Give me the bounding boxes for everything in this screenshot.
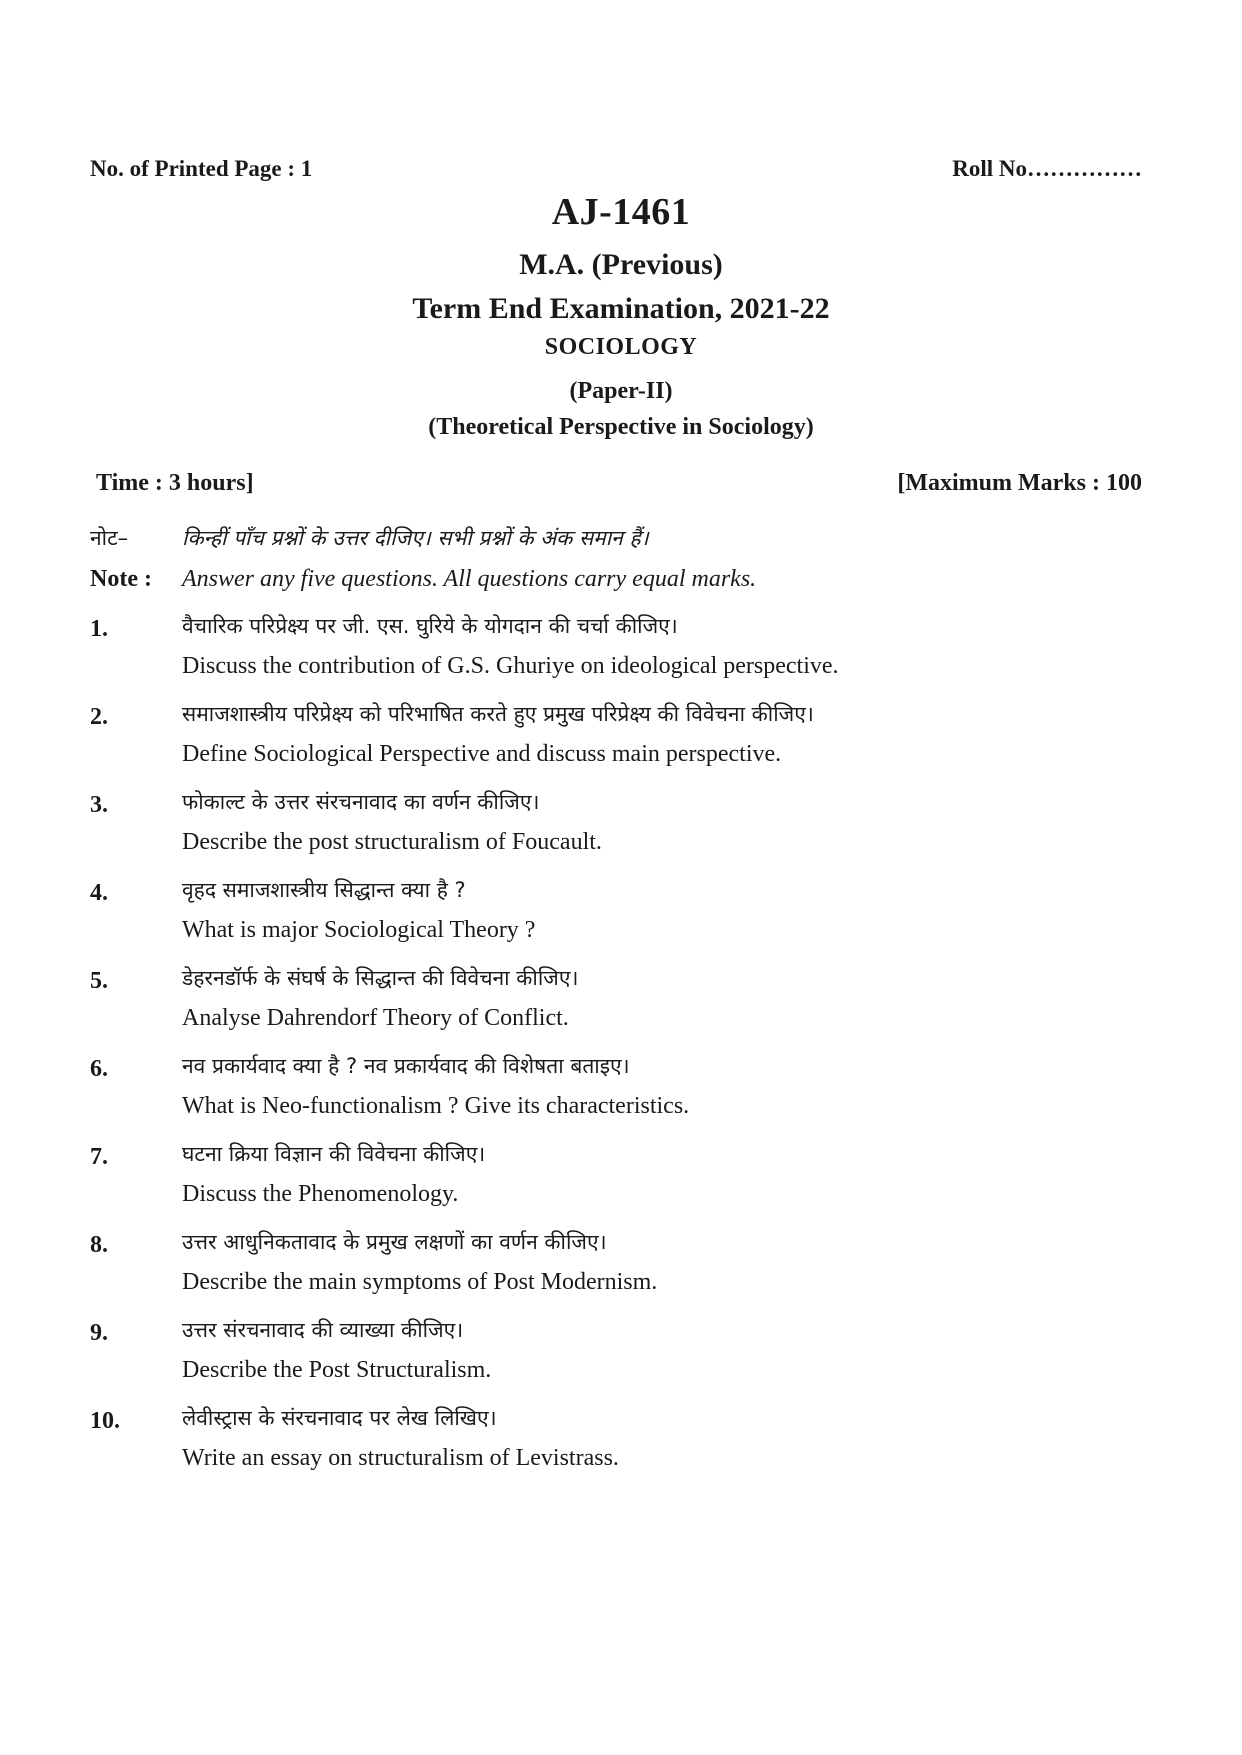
question-item	[90, 872, 1150, 960]
question-text-english: Discuss the Phenomenology.	[182, 1181, 459, 1207]
question-text-hindi: लेवीस्ट्रास के संरचनावाद पर लेख लिखिए।	[182, 1406, 497, 1430]
question-text-hindi: वृहद समाजशास्त्रीय सिद्धान्त क्या है ?	[182, 878, 466, 902]
question-text-hindi: डेहरनडॉर्फ के संघर्ष के सिद्धान्त की विवेचना कीजिए।	[182, 966, 579, 990]
question-number: 10.	[90, 1408, 120, 1434]
time-marks-row	[96, 470, 1142, 502]
question-number: 3.	[90, 792, 108, 818]
paper-code: AJ-1461	[551, 191, 691, 233]
question-text-english: Analyse Dahrendorf Theory of Conflict.	[182, 1005, 569, 1031]
question-text-english: Discuss the contribution of G.S. Ghuriye on ideological perspective.	[182, 653, 839, 679]
question-item	[90, 784, 1150, 872]
question-text-hindi: उत्तर आधुनिकतावाद के प्रमुख लक्षणों का वर्णन कीजिए।	[182, 1230, 607, 1254]
roll-number-field: Roll No……………	[952, 156, 1142, 181]
question-text-hindi: उत्तर संरचनावाद की व्याख्या कीजिए।	[182, 1318, 464, 1342]
question-item	[90, 1224, 1150, 1312]
question-text-english: What is Neo-functionalism ? Give its characteristics.	[182, 1093, 690, 1119]
question-text-english: Write an essay on structuralism of Levistrass.	[182, 1445, 619, 1471]
course-name: M.A. (Previous)	[519, 248, 723, 281]
question-text-hindi: नव प्रकार्यवाद क्या है ? नव प्रकार्यवाद की विशेषता बताइए।	[182, 1054, 630, 1078]
question-text-hindi: फोकाल्ट के उत्तर संरचनावाद का वर्णन कीजिए।	[182, 790, 540, 814]
paper-number: (Paper-II)	[569, 378, 673, 404]
question-text-english: Describe the Post Structuralism.	[182, 1357, 492, 1383]
question-number: 9.	[90, 1320, 108, 1346]
question-number: 2.	[90, 704, 108, 730]
question-number: 4.	[90, 880, 108, 906]
paper-name: (Theoretical Perspective in Sociology)	[428, 414, 814, 440]
question-number: 8.	[90, 1232, 108, 1258]
question-item	[90, 1312, 1150, 1400]
note-hindi-text: किन्हीं पाँच प्रश्नों के उत्तर दीजिए। सभी प्रश्नों के अंक समान हैं।	[182, 526, 649, 550]
question-text-english: Describe the post structuralism of Foucault.	[182, 829, 602, 855]
question-text-english: What is major Sociological Theory ?	[182, 917, 536, 943]
note-hindi-label: नोट–	[90, 526, 129, 550]
question-number: 6.	[90, 1056, 108, 1082]
subject-name: SOCIOLOGY	[544, 334, 698, 360]
question-item	[90, 960, 1150, 1048]
question-text-english: Define Sociological Perspective and discuss main perspective.	[182, 741, 782, 767]
maximum-marks: [Maximum Marks : 100	[897, 470, 1142, 496]
time-allowed: Time : 3 hours]	[96, 470, 254, 496]
question-number: 5.	[90, 968, 108, 994]
question-text-hindi: समाजशास्त्रीय परिप्रेक्ष्य को परिभाषित करते हुए प्रमुख परिप्रेक्ष्य की विवेचना कीजिए।	[182, 702, 814, 726]
question-item	[90, 608, 1150, 696]
note-english-label: Note :	[90, 566, 152, 592]
question-text-hindi: वैचारिक परिप्रेक्ष्य पर जी. एस. घुरिये के योगदान की चर्चा कीजिए।	[182, 614, 678, 638]
question-list	[90, 608, 1150, 1488]
printed-pages-count: No. of Printed Page : 1	[90, 156, 313, 181]
question-number: 1.	[90, 616, 108, 642]
question-text-english: Describe the main symptoms of Post Modernism.	[182, 1269, 658, 1295]
question-item	[90, 1136, 1150, 1224]
question-item	[90, 696, 1150, 784]
question-number: 7.	[90, 1144, 108, 1170]
question-item	[90, 1400, 1150, 1488]
header-top-row	[90, 156, 1142, 188]
question-text-hindi: घटना क्रिया विज्ञान की विवेचना कीजिए।	[182, 1142, 486, 1166]
note-english-text: Answer any five questions. All questions carry equal marks.	[182, 566, 757, 592]
question-item	[90, 1048, 1150, 1136]
exam-title: Term End Examination, 2021-22	[412, 292, 830, 325]
